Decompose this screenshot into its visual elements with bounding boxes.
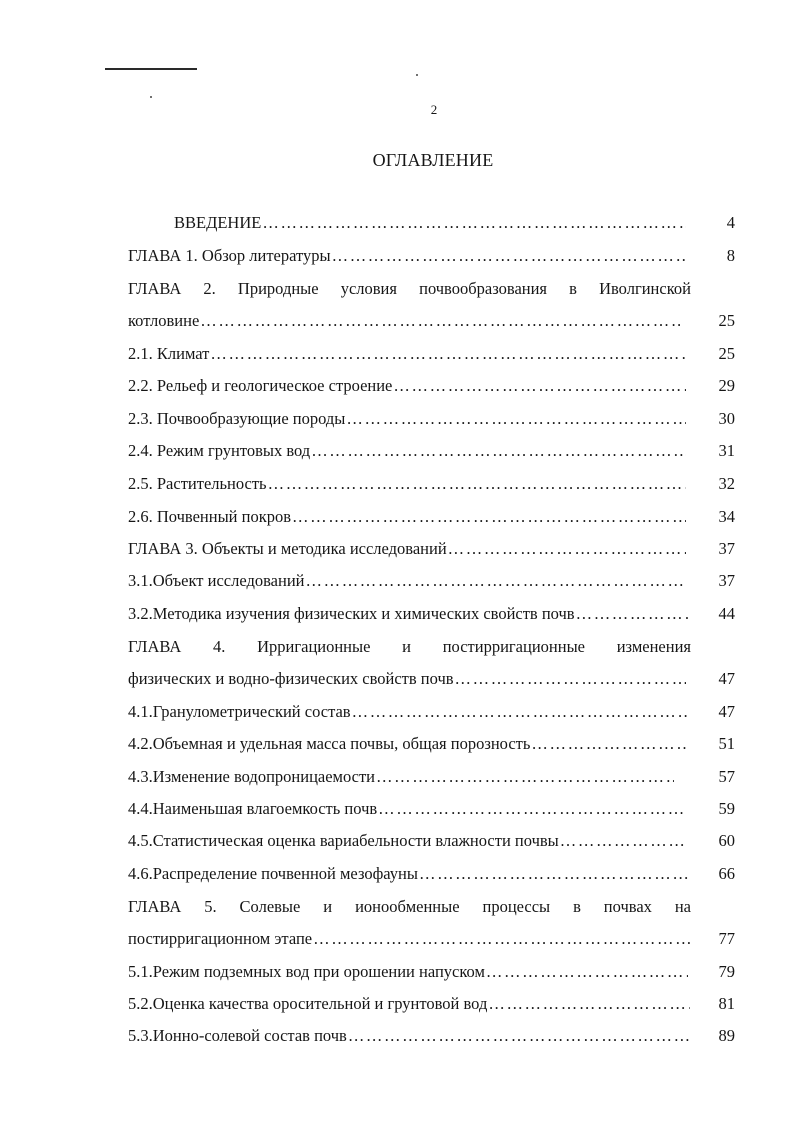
toc-entry-chapter-1[interactable]	[128, 245, 686, 267]
toc-entry-label: Объемная и удельная масса почвы, общая порозность	[152, 734, 531, 753]
toc-entry-page: 47	[718, 669, 735, 688]
toc-entry-4-6[interactable]	[128, 863, 688, 885]
toc-entry-page: 29	[718, 376, 735, 395]
toc-entry-5-2[interactable]	[128, 993, 690, 1015]
word: изменения	[616, 637, 691, 656]
toc-entry-label: 2.4. Режим грунтовых вод	[128, 441, 311, 460]
word: ГЛАВА	[128, 279, 182, 298]
word: Солевые	[239, 897, 301, 916]
dot-leader	[200, 310, 680, 332]
toc-entry-number: 4.5.	[128, 831, 153, 850]
toc-entry-page: 60	[718, 831, 735, 850]
toc-entry-chapter-2[interactable]	[128, 310, 680, 332]
toc-entry-label: котловине	[128, 311, 200, 330]
toc-entry-label: Гранулометрический состав	[152, 702, 351, 721]
toc-entry-page: 66	[718, 864, 735, 883]
dot-leader	[560, 830, 686, 852]
word: на	[674, 897, 691, 916]
toc-entry-4-5[interactable]	[128, 830, 686, 852]
word: процессы	[482, 897, 551, 916]
toc-entry-label: 2.1. Климат	[128, 344, 210, 363]
toc-entry-label: Изменение водопроницаемости	[152, 767, 376, 786]
word: и	[323, 897, 333, 916]
toc-entry-4-3[interactable]	[128, 766, 674, 788]
dot-leader	[346, 408, 686, 430]
toc-entry-chapter-2-line1[interactable]	[128, 278, 691, 300]
word: в	[569, 279, 577, 298]
dot-leader	[531, 733, 686, 755]
toc-entry-chapter-4-line1[interactable]	[128, 636, 691, 658]
dot-leader	[576, 603, 690, 625]
dot-leader	[311, 440, 686, 462]
toc-entry-label: 2.5. Растительность	[128, 474, 267, 493]
word: Иволгинской	[599, 279, 691, 298]
toc-entry-page: 89	[718, 1026, 735, 1045]
toc-entry-2-6[interactable]	[128, 506, 686, 528]
dot-leader	[352, 701, 688, 723]
toc-entry-number: 3.2.	[128, 604, 153, 623]
toc-entry-label: ГЛАВА 1. Обзор литературы	[128, 246, 331, 265]
toc-entry-number: 5.3.	[128, 1026, 153, 1045]
toc-entry-chapter-5[interactable]	[128, 928, 690, 950]
dot-leader	[292, 506, 686, 528]
toc-entry-label: Методика изучения физических и химических свойств почв	[152, 604, 575, 623]
toc-entry-4-4[interactable]	[128, 798, 686, 820]
toc-entry-label: 2.2. Рельеф и геологическое строение	[128, 376, 393, 395]
toc-entry-number: 4.2.	[128, 734, 153, 753]
dot-leader	[376, 766, 674, 788]
dot-leader	[262, 212, 686, 234]
dot-leader	[378, 798, 686, 820]
word: ионообменные	[355, 897, 460, 916]
toc-entry-label: физических и водно-физических свойств почв	[128, 669, 454, 688]
word: ГЛАВА	[128, 637, 182, 656]
toc-entry-3-2[interactable]	[128, 603, 690, 625]
toc-entry-label: 2.3. Почвообразующие породы	[128, 409, 346, 428]
word: в	[573, 897, 581, 916]
toc-entry-number: 5.1.	[128, 962, 153, 981]
toc-entry-chapter-3[interactable]	[128, 538, 686, 560]
dot-leader	[210, 343, 686, 365]
dot-leader	[393, 375, 686, 397]
toc-entry-label: ГЛАВА 3. Объекты и методика исследований	[128, 539, 447, 558]
toc-title: ОГЛАВЛЕНИЕ	[372, 150, 494, 170]
word: 4.	[213, 637, 226, 656]
toc-entry-page: 79	[718, 962, 735, 981]
toc-entry-page: 37	[718, 571, 735, 590]
toc-entry-page: 34	[718, 507, 735, 526]
word: Природные	[237, 279, 319, 298]
toc-entry-page: 31	[718, 441, 735, 460]
toc-entry-page: 25	[718, 344, 735, 363]
toc-entry-label: Статистическая оценка вариабельности влажности почвы	[152, 831, 559, 850]
word: постирригационные	[442, 637, 585, 656]
toc-entry-number: 5.2.	[128, 994, 153, 1013]
toc-entry-page: 47	[718, 702, 735, 721]
dot-leader	[268, 473, 686, 495]
toc-entry-page: 44	[718, 604, 735, 623]
word: почвообразования	[419, 279, 548, 298]
toc-entry-page: 77	[718, 929, 735, 948]
toc-entry-chapter-4[interactable]	[128, 668, 686, 690]
toc-entry-page: 8	[726, 246, 735, 265]
toc-entry-chapter-5-line1[interactable]	[128, 896, 691, 918]
dot-leader	[419, 863, 688, 885]
toc-entry-label: постирригационном этапе	[128, 929, 313, 948]
dot-leader	[348, 1025, 690, 1047]
toc-entry-number: 3.1.	[128, 571, 153, 590]
toc-entry-label: Оценка качества оросительной и грунтовой вод	[152, 994, 488, 1013]
toc-entry-page: 59	[718, 799, 735, 818]
word: и	[402, 637, 411, 656]
toc-entry-page: 30	[718, 409, 735, 428]
toc-entry-5-1[interactable]	[128, 961, 688, 983]
dot-leader	[488, 993, 690, 1015]
word: Ирригационные	[257, 637, 371, 656]
toc-entry-number: 4.3.	[128, 767, 153, 786]
toc-entry-number: 4.4.	[128, 799, 153, 818]
toc-entry-page: 51	[718, 734, 735, 753]
word: ГЛАВА	[128, 897, 182, 916]
toc-entry-label: 2.6. Почвенный покров	[128, 507, 292, 526]
toc-entry-page: 4	[726, 213, 735, 232]
toc-entry-4-2[interactable]	[128, 733, 686, 755]
toc-entry-label: ВВЕДЕНИЕ	[174, 213, 262, 232]
word: почвах	[603, 897, 652, 916]
dot-leader	[448, 538, 686, 560]
dot-leader	[486, 961, 688, 983]
toc-entry-page: 81	[718, 994, 735, 1013]
toc-entry-page: 32	[718, 474, 735, 493]
dot-leader	[313, 928, 690, 950]
toc-entry-introduction[interactable]	[174, 212, 686, 234]
toc-entry-page: 57	[718, 767, 735, 786]
dot-leader	[332, 245, 686, 267]
toc-entry-label: Режим подземных вод при орошении напуском	[152, 962, 485, 981]
toc-entry-label: Ионно-солевой состав почв	[152, 1026, 347, 1045]
toc-entry-label: Распределение почвенной мезофауны	[152, 864, 418, 883]
toc-entry-2-2[interactable]	[128, 375, 686, 397]
word: 5.	[204, 897, 217, 916]
toc-entry-page: 37	[718, 539, 735, 558]
toc-entry-4-1[interactable]	[128, 701, 688, 723]
toc-entry-2-4[interactable]	[128, 440, 686, 462]
toc-entry-2-1[interactable]	[128, 343, 686, 365]
toc-entry-label: Объект исследований	[152, 571, 305, 590]
toc-entry-2-3[interactable]	[128, 408, 686, 430]
toc-entry-label: Наименьшая влагоемкость почв	[152, 799, 378, 818]
toc-entry-number: 4.1.	[128, 702, 153, 721]
word: условия	[340, 279, 397, 298]
toc-entry-number: 4.6.	[128, 864, 153, 883]
dot-leader	[455, 668, 686, 690]
word: 2.	[203, 279, 216, 298]
toc-entry-2-5[interactable]	[128, 473, 686, 495]
dot-leader	[306, 570, 687, 592]
toc-entry-5-3[interactable]	[128, 1025, 690, 1047]
toc-entry-page: 25	[718, 311, 735, 330]
toc-entry-3-1[interactable]	[128, 570, 686, 592]
page-number: 2	[430, 102, 438, 117]
